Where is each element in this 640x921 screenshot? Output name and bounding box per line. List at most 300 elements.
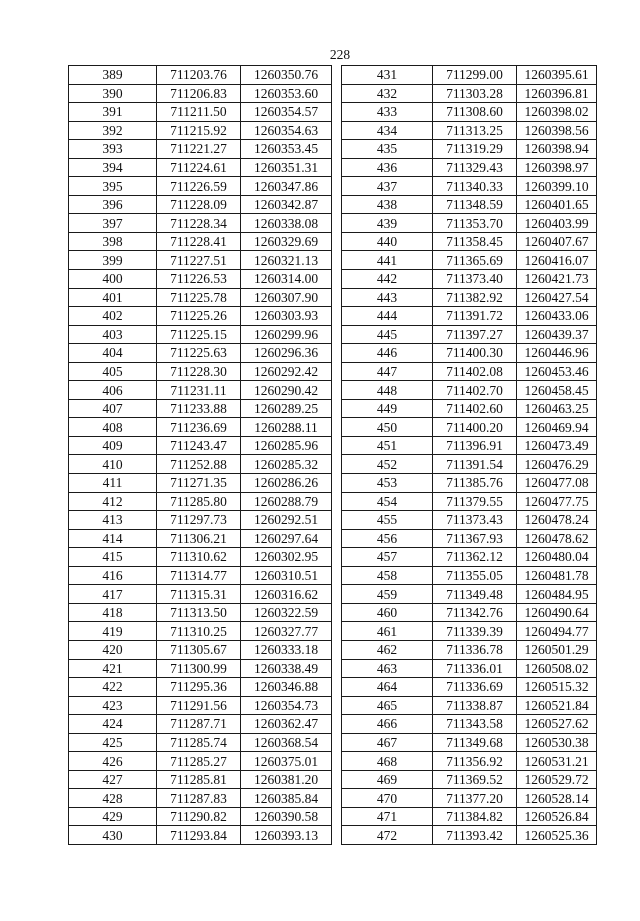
x-coordinate-cell: 711402.70 [433,381,517,400]
point-number-cell: 410 [69,455,157,474]
x-coordinate-cell: 711228.41 [157,232,241,251]
table-row [69,251,332,270]
table-row [342,529,597,548]
y-coordinate-cell: 1260354.57 [241,103,332,122]
y-coordinate-cell: 1260477.75 [517,492,597,511]
point-number-cell: 446 [342,344,433,363]
x-coordinate-cell: 711353.70 [433,214,517,233]
point-number-cell: 471 [342,807,433,826]
y-coordinate-cell: 1260321.13 [241,251,332,270]
point-number-cell: 447 [342,362,433,381]
table-row [342,566,597,585]
table-row [342,232,597,251]
point-number-cell: 438 [342,195,433,214]
y-coordinate-cell: 1260354.73 [241,696,332,715]
point-number-cell: 428 [69,789,157,808]
x-coordinate-cell: 711338.87 [433,696,517,715]
left-coordinates-table [68,65,332,845]
y-coordinate-cell: 1260416.07 [517,251,597,270]
point-number-cell: 418 [69,603,157,622]
y-coordinate-cell: 1260484.95 [517,585,597,604]
y-coordinate-cell: 1260480.04 [517,548,597,567]
table-row [342,103,597,122]
point-number-cell: 459 [342,585,433,604]
point-number-cell: 465 [342,696,433,715]
point-number-cell: 406 [69,381,157,400]
x-coordinate-cell: 711308.60 [433,103,517,122]
x-coordinate-cell: 711315.31 [157,585,241,604]
point-number-cell: 436 [342,158,433,177]
y-coordinate-cell: 1260478.24 [517,511,597,530]
y-coordinate-cell: 1260477.08 [517,474,597,493]
y-coordinate-cell: 1260314.00 [241,270,332,289]
x-coordinate-cell: 711391.72 [433,307,517,326]
y-coordinate-cell: 1260390.58 [241,807,332,826]
table-row [342,789,597,808]
x-coordinate-cell: 711303.28 [433,84,517,103]
point-number-cell: 441 [342,251,433,270]
table-row [342,399,597,418]
table-row [342,418,597,437]
table-row [69,474,332,493]
point-number-cell: 466 [342,715,433,734]
table-row [69,66,332,85]
x-coordinate-cell: 711355.05 [433,566,517,585]
y-coordinate-cell: 1260407.67 [517,232,597,251]
x-coordinate-cell: 711306.21 [157,529,241,548]
x-coordinate-cell: 711287.71 [157,715,241,734]
x-coordinate-cell: 711313.25 [433,121,517,140]
table-row [69,121,332,140]
x-coordinate-cell: 711329.43 [433,158,517,177]
y-coordinate-cell: 1260396.81 [517,84,597,103]
point-number-cell: 423 [69,696,157,715]
x-coordinate-cell: 711287.83 [157,789,241,808]
table-row [69,140,332,159]
table-row [342,325,597,344]
y-coordinate-cell: 1260297.64 [241,529,332,548]
table-row [342,251,597,270]
point-number-cell: 392 [69,121,157,140]
x-coordinate-cell: 711252.88 [157,455,241,474]
x-coordinate-cell: 711314.77 [157,566,241,585]
y-coordinate-cell: 1260285.32 [241,455,332,474]
table-row [69,622,332,641]
table-row [69,807,332,826]
table-row [69,418,332,437]
x-coordinate-cell: 711297.73 [157,511,241,530]
table-row [342,140,597,159]
table-row [342,603,597,622]
table-row [69,492,332,511]
x-coordinate-cell: 711382.92 [433,288,517,307]
x-coordinate-cell: 711367.93 [433,529,517,548]
x-coordinate-cell: 711224.61 [157,158,241,177]
x-coordinate-cell: 711228.34 [157,214,241,233]
y-coordinate-cell: 1260299.96 [241,325,332,344]
x-coordinate-cell: 711313.50 [157,603,241,622]
y-coordinate-cell: 1260439.37 [517,325,597,344]
y-coordinate-cell: 1260395.61 [517,66,597,85]
point-number-cell: 409 [69,436,157,455]
table-row [342,511,597,530]
x-coordinate-cell: 711319.29 [433,140,517,159]
y-coordinate-cell: 1260375.01 [241,752,332,771]
point-number-cell: 449 [342,399,433,418]
point-number-cell: 424 [69,715,157,734]
y-coordinate-cell: 1260476.29 [517,455,597,474]
point-number-cell: 393 [69,140,157,159]
table-row [69,177,332,196]
table-row [342,770,597,789]
table-row [69,399,332,418]
y-coordinate-cell: 1260478.62 [517,529,597,548]
point-number-cell: 443 [342,288,433,307]
point-number-cell: 434 [342,121,433,140]
y-coordinate-cell: 1260508.02 [517,659,597,678]
y-coordinate-cell: 1260521.84 [517,696,597,715]
x-coordinate-cell: 711215.92 [157,121,241,140]
point-number-cell: 437 [342,177,433,196]
x-coordinate-cell: 711393.42 [433,826,517,845]
x-coordinate-cell: 711226.53 [157,270,241,289]
table-row [69,362,332,381]
point-number-cell: 413 [69,511,157,530]
point-number-cell: 445 [342,325,433,344]
point-number-cell: 440 [342,232,433,251]
table-row [69,678,332,697]
x-coordinate-cell: 711285.81 [157,770,241,789]
y-coordinate-cell: 1260381.20 [241,770,332,789]
x-coordinate-cell: 711299.00 [433,66,517,85]
x-coordinate-cell: 711402.08 [433,362,517,381]
point-number-cell: 444 [342,307,433,326]
x-coordinate-cell: 711228.30 [157,362,241,381]
x-coordinate-cell: 711349.48 [433,585,517,604]
y-coordinate-cell: 1260302.95 [241,548,332,567]
y-coordinate-cell: 1260303.93 [241,307,332,326]
y-coordinate-cell: 1260285.96 [241,436,332,455]
point-number-cell: 460 [342,603,433,622]
table-row [342,288,597,307]
x-coordinate-cell: 711231.11 [157,381,241,400]
point-number-cell: 398 [69,232,157,251]
x-coordinate-cell: 711226.59 [157,177,241,196]
table-row [342,344,597,363]
x-coordinate-cell: 711402.60 [433,399,517,418]
table-row [69,511,332,530]
table-row [69,195,332,214]
x-coordinate-cell: 711203.76 [157,66,241,85]
point-number-cell: 389 [69,66,157,85]
point-number-cell: 433 [342,103,433,122]
table-row [69,603,332,622]
table-row [342,622,597,641]
x-coordinate-cell: 711285.27 [157,752,241,771]
table-row [342,826,597,845]
table-row [342,548,597,567]
x-coordinate-cell: 711236.69 [157,418,241,437]
table-row [69,696,332,715]
y-coordinate-cell: 1260288.79 [241,492,332,511]
point-number-cell: 468 [342,752,433,771]
point-number-cell: 432 [342,84,433,103]
point-number-cell: 420 [69,640,157,659]
x-coordinate-cell: 711391.54 [433,455,517,474]
y-coordinate-cell: 1260427.54 [517,288,597,307]
table-row [342,66,597,85]
y-coordinate-cell: 1260368.54 [241,733,332,752]
x-coordinate-cell: 711340.33 [433,177,517,196]
point-number-cell: 452 [342,455,433,474]
y-coordinate-cell: 1260398.97 [517,158,597,177]
table-row [69,733,332,752]
y-coordinate-cell: 1260528.14 [517,789,597,808]
y-coordinate-cell: 1260316.62 [241,585,332,604]
x-coordinate-cell: 711349.68 [433,733,517,752]
table-row [342,214,597,233]
table-row [69,214,332,233]
y-coordinate-cell: 1260530.38 [517,733,597,752]
point-number-cell: 439 [342,214,433,233]
y-coordinate-cell: 1260329.69 [241,232,332,251]
table-row [69,770,332,789]
y-coordinate-cell: 1260399.10 [517,177,597,196]
y-coordinate-cell: 1260347.86 [241,177,332,196]
x-coordinate-cell: 711305.67 [157,640,241,659]
x-coordinate-cell: 711343.58 [433,715,517,734]
x-coordinate-cell: 711225.63 [157,344,241,363]
y-coordinate-cell: 1260288.11 [241,418,332,437]
table-row [69,529,332,548]
table-row [342,492,597,511]
y-coordinate-cell: 1260346.88 [241,678,332,697]
page-number: 228 [329,47,351,62]
y-coordinate-cell: 1260310.51 [241,566,332,585]
table-row [69,270,332,289]
table-row [69,103,332,122]
x-coordinate-cell: 711379.55 [433,492,517,511]
x-coordinate-cell: 711336.78 [433,640,517,659]
table-row [69,455,332,474]
table-row [69,344,332,363]
y-coordinate-cell: 1260446.96 [517,344,597,363]
table-row [69,826,332,845]
table-row [342,715,597,734]
x-coordinate-cell: 711243.47 [157,436,241,455]
point-number-cell: 407 [69,399,157,418]
table-row [342,195,597,214]
table-row [342,381,597,400]
y-coordinate-cell: 1260525.36 [517,826,597,845]
point-number-cell: 431 [342,66,433,85]
x-coordinate-cell: 711385.76 [433,474,517,493]
y-coordinate-cell: 1260296.36 [241,344,332,363]
table-row [69,566,332,585]
point-number-cell: 417 [69,585,157,604]
y-coordinate-cell: 1260490.64 [517,603,597,622]
table-row [342,640,597,659]
table-row [342,474,597,493]
x-coordinate-cell: 711400.30 [433,344,517,363]
x-coordinate-cell: 711397.27 [433,325,517,344]
x-coordinate-cell: 711336.01 [433,659,517,678]
table-row [342,585,597,604]
x-coordinate-cell: 711310.25 [157,622,241,641]
y-coordinate-cell: 1260526.84 [517,807,597,826]
y-coordinate-cell: 1260398.02 [517,103,597,122]
point-number-cell: 415 [69,548,157,567]
table-row [69,288,332,307]
x-coordinate-cell: 711206.83 [157,84,241,103]
x-coordinate-cell: 711228.09 [157,195,241,214]
point-number-cell: 411 [69,474,157,493]
x-coordinate-cell: 711300.99 [157,659,241,678]
x-coordinate-cell: 711373.40 [433,270,517,289]
y-coordinate-cell: 1260307.90 [241,288,332,307]
point-number-cell: 470 [342,789,433,808]
table-row [342,807,597,826]
point-number-cell: 400 [69,270,157,289]
point-number-cell: 464 [342,678,433,697]
point-number-cell: 461 [342,622,433,641]
table-row [342,696,597,715]
y-coordinate-cell: 1260354.63 [241,121,332,140]
table-row [342,362,597,381]
y-coordinate-cell: 1260398.56 [517,121,597,140]
point-number-cell: 427 [69,770,157,789]
x-coordinate-cell: 711227.51 [157,251,241,270]
y-coordinate-cell: 1260342.87 [241,195,332,214]
point-number-cell: 397 [69,214,157,233]
x-coordinate-cell: 711291.56 [157,696,241,715]
x-coordinate-cell: 711285.74 [157,733,241,752]
x-coordinate-cell: 711358.45 [433,232,517,251]
x-coordinate-cell: 711233.88 [157,399,241,418]
point-number-cell: 457 [342,548,433,567]
x-coordinate-cell: 711384.82 [433,807,517,826]
point-number-cell: 448 [342,381,433,400]
table-row [69,307,332,326]
y-coordinate-cell: 1260289.25 [241,399,332,418]
x-coordinate-cell: 711365.69 [433,251,517,270]
point-number-cell: 454 [342,492,433,511]
table-row [342,270,597,289]
table-row [342,659,597,678]
x-coordinate-cell: 711225.26 [157,307,241,326]
table-row [69,436,332,455]
y-coordinate-cell: 1260531.21 [517,752,597,771]
point-number-cell: 416 [69,566,157,585]
table-row [342,177,597,196]
x-coordinate-cell: 711310.62 [157,548,241,567]
x-coordinate-cell: 711295.36 [157,678,241,697]
table-row [342,678,597,697]
y-coordinate-cell: 1260333.18 [241,640,332,659]
y-coordinate-cell: 1260453.46 [517,362,597,381]
x-coordinate-cell: 711285.80 [157,492,241,511]
table-row [69,381,332,400]
point-number-cell: 456 [342,529,433,548]
y-coordinate-cell: 1260338.08 [241,214,332,233]
x-coordinate-cell: 711290.82 [157,807,241,826]
x-coordinate-cell: 711271.35 [157,474,241,493]
y-coordinate-cell: 1260362.47 [241,715,332,734]
table-row [342,84,597,103]
table-row [69,84,332,103]
point-number-cell: 419 [69,622,157,641]
table-row [69,158,332,177]
y-coordinate-cell: 1260481.78 [517,566,597,585]
y-coordinate-cell: 1260292.51 [241,511,332,530]
left-table-body [69,66,332,845]
x-coordinate-cell: 711211.50 [157,103,241,122]
x-coordinate-cell: 711221.27 [157,140,241,159]
y-coordinate-cell: 1260473.49 [517,436,597,455]
table-row [69,640,332,659]
point-number-cell: 390 [69,84,157,103]
point-number-cell: 412 [69,492,157,511]
y-coordinate-cell: 1260421.73 [517,270,597,289]
x-coordinate-cell: 711377.20 [433,789,517,808]
y-coordinate-cell: 1260353.60 [241,84,332,103]
point-number-cell: 391 [69,103,157,122]
point-number-cell: 472 [342,826,433,845]
table-row [69,752,332,771]
y-coordinate-cell: 1260501.29 [517,640,597,659]
point-number-cell: 396 [69,195,157,214]
table-row [342,436,597,455]
x-coordinate-cell: 711293.84 [157,826,241,845]
table-row [69,548,332,567]
x-coordinate-cell: 711396.91 [433,436,517,455]
y-coordinate-cell: 1260469.94 [517,418,597,437]
point-number-cell: 425 [69,733,157,752]
point-number-cell: 469 [342,770,433,789]
point-number-cell: 430 [69,826,157,845]
table-row [342,158,597,177]
point-number-cell: 450 [342,418,433,437]
point-number-cell: 401 [69,288,157,307]
table-row [69,232,332,251]
point-number-cell: 442 [342,270,433,289]
point-number-cell: 426 [69,752,157,771]
x-coordinate-cell: 711336.69 [433,678,517,697]
x-coordinate-cell: 711225.15 [157,325,241,344]
x-coordinate-cell: 711348.59 [433,195,517,214]
y-coordinate-cell: 1260463.25 [517,399,597,418]
y-coordinate-cell: 1260350.76 [241,66,332,85]
y-coordinate-cell: 1260458.45 [517,381,597,400]
point-number-cell: 408 [69,418,157,437]
y-coordinate-cell: 1260327.77 [241,622,332,641]
y-coordinate-cell: 1260393.13 [241,826,332,845]
y-coordinate-cell: 1260401.65 [517,195,597,214]
point-number-cell: 429 [69,807,157,826]
point-number-cell: 455 [342,511,433,530]
right-coordinates-table [341,65,597,845]
table-row [342,455,597,474]
x-coordinate-cell: 711369.52 [433,770,517,789]
point-number-cell: 399 [69,251,157,270]
y-coordinate-cell: 1260529.72 [517,770,597,789]
x-coordinate-cell: 711339.39 [433,622,517,641]
y-coordinate-cell: 1260403.99 [517,214,597,233]
table-row [342,121,597,140]
y-coordinate-cell: 1260286.26 [241,474,332,493]
point-number-cell: 451 [342,436,433,455]
y-coordinate-cell: 1260385.84 [241,789,332,808]
